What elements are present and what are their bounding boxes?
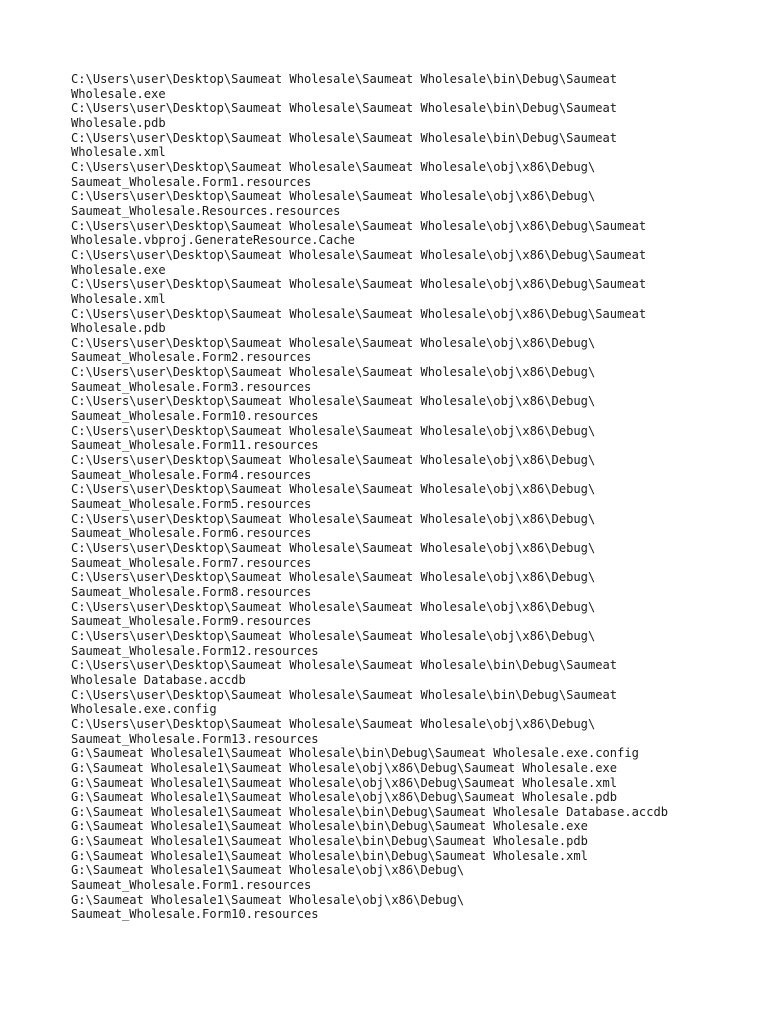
file-path-line: C:\Users\user\Desktop\Saumeat Wholesale\Saumeat Wholesale\obj\x86\Debug\ <box>71 394 596 409</box>
file-path-line: C:\Users\user\Desktop\Saumeat Wholesale\Saumeat Wholesale\obj\x86\Debug\Saumeat <box>71 218 647 233</box>
file-path-list <box>71 72 731 922</box>
file-path-line: Wholesale Database.accdb <box>71 672 246 687</box>
file-path-line: Saumeat_Wholesale.Form8.resources <box>71 584 312 599</box>
file-path-line: Saumeat_Wholesale.Form2.resources <box>71 350 312 365</box>
file-path-line: Wholesale.vbproj.GenerateResource.Cache <box>71 233 355 248</box>
file-path-line: Wholesale.pdb <box>71 321 166 336</box>
file-path-line: G:\Saumeat Wholesale1\Saumeat Wholesale\bin\Debug\Saumeat Wholesale.exe.config <box>71 746 639 761</box>
file-path-line: G:\Saumeat Wholesale1\Saumeat Wholesale\bin\Debug\Saumeat Wholesale Database.accdb <box>71 804 669 819</box>
file-path-line: C:\Users\user\Desktop\Saumeat Wholesale\Saumeat Wholesale\obj\x86\Debug\ <box>71 541 596 555</box>
file-path-line: Saumeat_Wholesale.Form1.resources <box>71 174 312 189</box>
file-path-line: G:\Saumeat Wholesale1\Saumeat Wholesale\bin\Debug\Saumeat Wholesale.exe <box>71 819 588 834</box>
file-path-line: G:\Saumeat Wholesale1\Saumeat Wholesale\bin\Debug\Saumeat Wholesale.pdb <box>71 834 588 849</box>
file-path-line: C:\Users\user\Desktop\Saumeat Wholesale\Saumeat Wholesale\bin\Debug\Saumeat <box>71 658 618 673</box>
file-path-line: Saumeat_Wholesale.Form11.resources <box>71 438 319 453</box>
file-path-line: G:\Saumeat Wholesale1\Saumeat Wholesale\obj\x86\Debug\Saumeat Wholesale.pdb <box>71 790 618 805</box>
file-path-line: C:\Users\user\Desktop\Saumeat Wholesale\Saumeat Wholesale\obj\x86\Debug\ <box>71 189 596 204</box>
file-path-line: C:\Users\user\Desktop\Saumeat Wholesale\Saumeat Wholesale\obj\x86\Debug\ <box>71 628 596 643</box>
file-path-line: Wholesale.xml <box>71 145 166 160</box>
file-path-line: G:\Saumeat Wholesale1\Saumeat Wholesale\bin\Debug\Saumeat Wholesale.xml <box>71 848 588 863</box>
file-path-line: C:\Users\user\Desktop\Saumeat Wholesale\Saumeat Wholesale\obj\x86\Debug\ <box>71 482 596 497</box>
file-path-line: Saumeat_Wholesale.Form9.resources <box>71 614 312 629</box>
file-path-line: C:\Users\user\Desktop\Saumeat Wholesale\Saumeat Wholesale\obj\x86\Debug\ <box>71 423 596 438</box>
file-path-line: G:\Saumeat Wholesale1\Saumeat Wholesale\obj\x86\Debug\ <box>71 892 465 907</box>
file-path-line: Saumeat_Wholesale.Form6.resources <box>71 526 312 541</box>
file-path-line: Saumeat_Wholesale.Form13.resources <box>71 731 319 746</box>
file-path-line: Wholesale.exe <box>71 262 166 277</box>
file-path-line: C:\Users\user\Desktop\Saumeat Wholesale\Saumeat Wholesale\obj\x86\Debug\ <box>71 599 596 614</box>
file-path-line: C:\Users\user\Desktop\Saumeat Wholesale\Saumeat Wholesale\obj\x86\Debug\ <box>71 335 596 350</box>
file-path-line: C:\Users\user\Desktop\Saumeat Wholesale\Saumeat Wholesale\obj\x86\Debug\Saumeat <box>71 247 647 262</box>
file-path-line: Saumeat_Wholesale.Form10.resources <box>71 907 319 922</box>
file-path-line: C:\Users\user\Desktop\Saumeat Wholesale\Saumeat Wholesale\bin\Debug\Saumeat <box>71 687 618 702</box>
file-path-line: C:\Users\user\Desktop\Saumeat Wholesale\Saumeat Wholesale\obj\x86\Debug\ <box>71 570 596 585</box>
file-path-line: C:\Users\user\Desktop\Saumeat Wholesale\Saumeat Wholesale\obj\x86\Debug\ <box>71 365 596 380</box>
document-page <box>71 72 731 922</box>
file-path-line: C:\Users\user\Desktop\Saumeat Wholesale\Saumeat Wholesale\obj\x86\Debug\Saumeat <box>71 277 647 292</box>
file-path-line: Wholesale.exe <box>71 86 166 101</box>
file-path-line: Wholesale.exe.config <box>71 702 217 717</box>
file-path-line: Saumeat_Wholesale.Form3.resources <box>71 379 312 394</box>
file-path-line: Wholesale.pdb <box>71 115 166 130</box>
file-path-line: Saumeat_Wholesale.Form5.resources <box>71 497 312 512</box>
file-path-line: G:\Saumeat Wholesale1\Saumeat Wholesale\obj\x86\Debug\ <box>71 863 465 878</box>
file-path-line: C:\Users\user\Desktop\Saumeat Wholesale\Saumeat Wholesale\obj\x86\Debug\ <box>71 511 596 526</box>
file-path-line: C:\Users\user\Desktop\Saumeat Wholesale\Saumeat Wholesale\obj\x86\Debug\ <box>71 453 596 468</box>
file-path-line: C:\Users\user\Desktop\Saumeat Wholesale\Saumeat Wholesale\obj\x86\Debug\ <box>71 716 596 731</box>
file-path-line: Saumeat_Wholesale.Form12.resources <box>71 643 319 658</box>
file-path-line: C:\Users\user\Desktop\Saumeat Wholesale\Saumeat Wholesale\obj\x86\Debug\Saumeat <box>71 306 647 321</box>
file-path-line: Saumeat_Wholesale.Form1.resources <box>71 878 312 893</box>
file-path-line: Saumeat_Wholesale.Form10.resources <box>71 409 319 424</box>
file-path-line: G:\Saumeat Wholesale1\Saumeat Wholesale\obj\x86\Debug\Saumeat Wholesale.xml <box>71 775 618 790</box>
file-path-line: C:\Users\user\Desktop\Saumeat Wholesale\Saumeat Wholesale\bin\Debug\Saumeat <box>71 130 618 145</box>
file-path-line: Saumeat_Wholesale.Resources.resources <box>71 203 341 218</box>
file-path-line: Saumeat_Wholesale.Form7.resources <box>71 555 312 570</box>
file-path-line: Saumeat_Wholesale.Form4.resources <box>71 467 312 482</box>
file-path-line: C:\Users\user\Desktop\Saumeat Wholesale\Saumeat Wholesale\bin\Debug\Saumeat <box>71 72 618 86</box>
file-path-line: C:\Users\user\Desktop\Saumeat Wholesale\Saumeat Wholesale\obj\x86\Debug\ <box>71 159 596 174</box>
file-path-line: C:\Users\user\Desktop\Saumeat Wholesale\Saumeat Wholesale\bin\Debug\Saumeat <box>71 101 618 116</box>
file-path-line: G:\Saumeat Wholesale1\Saumeat Wholesale\obj\x86\Debug\Saumeat Wholesale.exe <box>71 760 618 775</box>
file-path-line: Wholesale.xml <box>71 291 166 306</box>
